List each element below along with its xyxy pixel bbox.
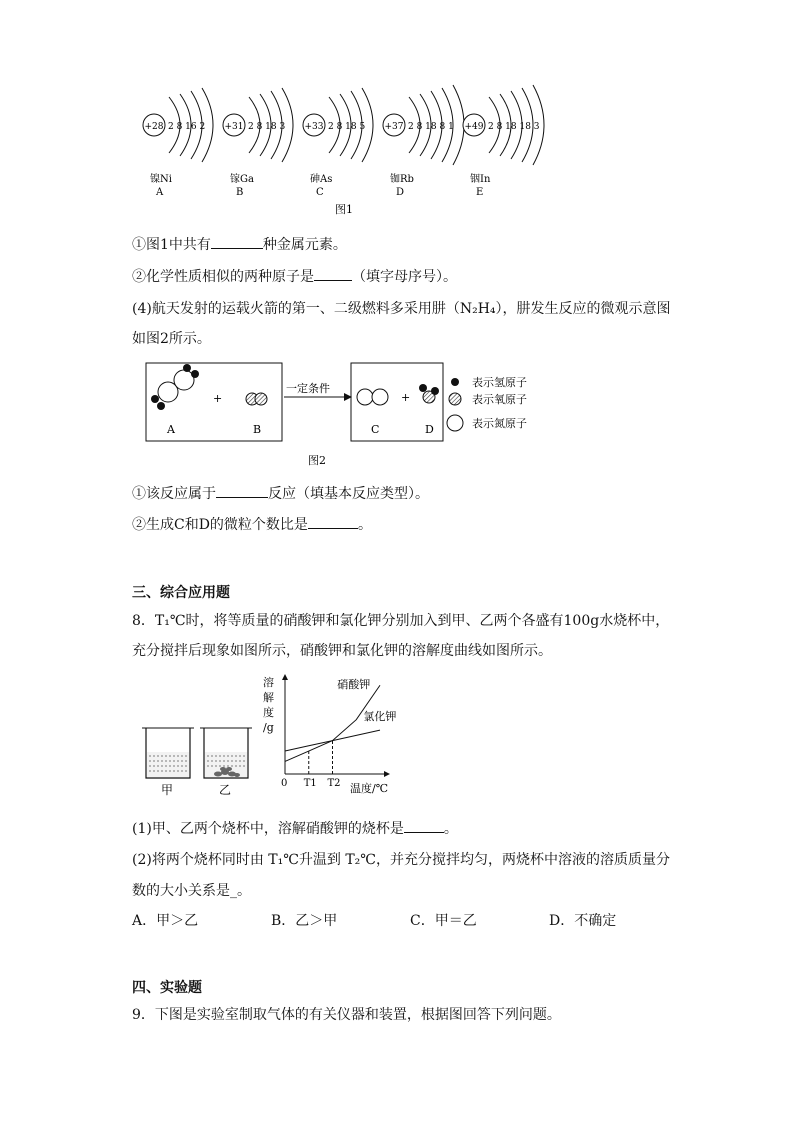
molecule-b: [246, 393, 267, 405]
atom-letter: D: [396, 187, 405, 198]
arrow-condition: 一定条件: [286, 382, 330, 395]
q8-sub2-line1: (2)将两个烧杯同时由 T₁℃升温到 T₂℃，并充分搅拌均匀，两烧杯中溶液的溶质质量分: [132, 852, 670, 868]
q7-part4-line2: 如图2所示。: [132, 331, 211, 347]
section-3-heading: 三、综合应用题: [132, 585, 230, 601]
shell-electrons: 2 8 16 2: [168, 122, 206, 132]
q7-sub2-text: ②化学性质相似的两种原子是: [132, 269, 314, 285]
shell-electrons: 2 8 18 5: [328, 122, 366, 132]
beaker-jia-label: 甲: [161, 783, 174, 797]
label-d: D: [425, 423, 434, 436]
label-c: C: [371, 423, 380, 436]
atom-diagram-a: [143, 88, 213, 198]
series-line-1: [285, 685, 380, 761]
q8-sub1: [132, 818, 458, 838]
nucleus-charge: +37: [384, 122, 404, 132]
legend-nitrogen: 表示氮原子: [472, 417, 527, 430]
legend-oxygen: 表示氧原子: [472, 393, 527, 406]
figure-1: [130, 78, 550, 218]
q8-sub2-line2: 数的大小关系是_。: [132, 883, 251, 899]
element-name: 铷Rb: [390, 174, 414, 185]
plus-sign-2: +: [401, 391, 411, 404]
oxygen-atom-icon: [449, 393, 461, 405]
beaker-yi-label: 乙: [219, 783, 232, 797]
answer-blank[interactable]: [404, 818, 444, 833]
nucleus-charge: +31: [224, 122, 244, 132]
q8-line2: 充分搅拌后现象如图所示，硝酸钾和氯化钾的溶解度曲线如图所示。: [132, 643, 552, 659]
shell-electrons: 2 8 18 3: [248, 122, 286, 132]
molecule-a: [151, 364, 199, 410]
option-d[interactable]: D．不确定: [549, 913, 617, 929]
atom-letter: B: [236, 187, 244, 198]
answer-blank[interactable]: [308, 514, 358, 529]
series-label-1: 硝酸钾: [337, 678, 371, 691]
q8-line1: 8．T₁℃时，将等质量的硝酸钾和氯化钾分别加入到甲、乙两个各盛有100g水烧杯中，: [132, 613, 670, 629]
atom-diagram-e: [463, 85, 544, 198]
q7-sub2: [132, 266, 457, 286]
atom-diagram-b: [223, 88, 293, 198]
legend-hydrogen: 表示氢原子: [472, 376, 527, 389]
q9-text: 9．下图是实验室制取气体的有关仪器和装置，根据图回答下列问题。: [132, 1007, 561, 1023]
q7-sub4-text: ②生成C和D的微粒个数比是: [132, 517, 308, 533]
element-name: 砷As: [310, 174, 333, 185]
option-c[interactable]: C．甲＝乙: [410, 913, 477, 929]
y-axis-title-char: 溶: [263, 676, 274, 689]
atom-letter: C: [316, 187, 324, 198]
x-tick-t2: T2: [327, 778, 341, 789]
series-label-2: 氯化钾: [363, 710, 397, 724]
shell-electrons: 2 8 18 8 1: [408, 122, 454, 132]
y-axis-arrow-icon: [282, 674, 288, 680]
solubility-chart: [258, 672, 408, 800]
option-b[interactable]: B．乙＞甲: [271, 913, 338, 929]
element-name: 铟In: [470, 174, 491, 185]
y-axis-title-char: 解: [263, 691, 274, 704]
q7-sub4-text-end: 。: [357, 517, 372, 533]
hydrogen-atom-icon: [451, 378, 459, 386]
element-name: 镓Ga: [230, 174, 254, 185]
beaker-jia: [142, 728, 194, 778]
legend: [447, 375, 527, 431]
q7-sub1-text: ①图1中共有: [132, 237, 211, 253]
x-axis-arrow-icon: [384, 771, 390, 777]
q7-sub4: [132, 514, 372, 534]
atom-diagram-d: [383, 85, 464, 198]
nucleus-charge: +49: [464, 122, 484, 132]
element-name: 镍Ni: [150, 174, 172, 185]
label-b: B: [253, 423, 262, 436]
x-axis-label: 温度/℃: [350, 782, 389, 795]
q7-sub1-text-end: 种金属元素。: [262, 237, 347, 253]
q7-sub3-text: ①该反应属于: [132, 486, 216, 502]
x-tick-0: 0: [281, 778, 288, 789]
beakers-figure: [138, 722, 258, 800]
molecule-c: [357, 389, 388, 405]
q7-sub2-text-end: （填字母序号）。: [352, 269, 457, 285]
figure-2: [140, 358, 580, 473]
atom-diagram-c: [303, 88, 373, 198]
atom-letter: A: [156, 187, 164, 198]
y-axis-title-char: /g: [263, 721, 274, 734]
nucleus-charge: +33: [304, 122, 324, 132]
q8-sub1-text: (1)甲、乙两个烧杯中，溶解硝酸钾的烧杯是: [132, 821, 404, 837]
answer-blank[interactable]: [216, 483, 268, 498]
molecule-d: [419, 384, 439, 403]
plus-sign-1: +: [213, 392, 223, 405]
nucleus-charge: +28: [144, 122, 164, 132]
figure-1-caption: 图1: [335, 203, 353, 216]
label-a: A: [167, 423, 175, 436]
x-tick-t1: T1: [303, 778, 317, 789]
atom-letter: E: [476, 187, 484, 198]
q8-sub1-text-end: 。: [443, 821, 458, 837]
beaker-yi: [200, 728, 252, 778]
electron-shell-arc: [453, 85, 464, 165]
figure-2-caption: 图2: [308, 454, 326, 467]
shell-electrons: 2 8 18 18 3: [488, 122, 540, 132]
q7-part4-line1: (4)航天发射的运载火箭的第一、二级燃料多采用肼（N₂H₄），肼发生反应的微观示意图: [132, 301, 671, 317]
q7-sub3: [132, 483, 429, 503]
answer-blank[interactable]: [211, 234, 263, 249]
y-axis-title-char: 度: [263, 706, 274, 719]
q7-sub1: [132, 234, 347, 254]
section-4-heading: 四、实验题: [132, 980, 202, 996]
option-a[interactable]: A．甲＞乙: [132, 913, 199, 929]
y-axis-title: [263, 675, 274, 734]
answer-blank[interactable]: [314, 266, 352, 281]
nitrogen-atom-icon: [447, 415, 463, 431]
q7-sub3-text-end: 反应（填基本反应类型）。: [268, 486, 429, 502]
